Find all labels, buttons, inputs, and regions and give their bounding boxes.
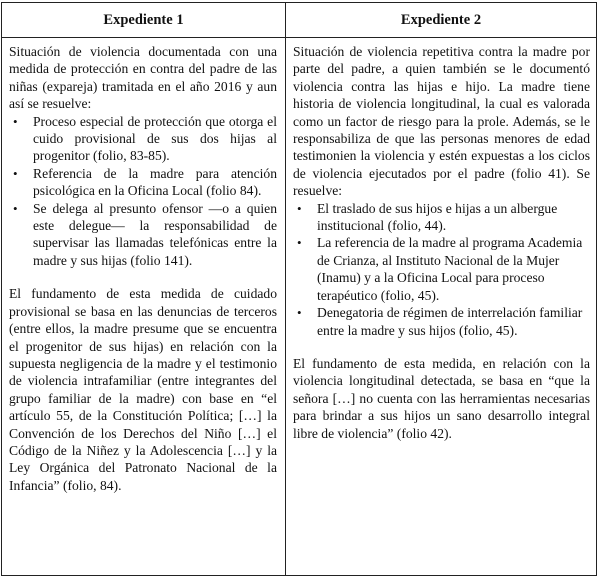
comparison-table (1, 2, 597, 576)
spacer (9, 269, 277, 285)
table-header-row (2, 3, 596, 38)
exp1-intro: Situación de violencia documentada con una medida de protección en contra del padre de las niñas (expareja) tramitada en el año 2016 y aun así se resuelve: (9, 44, 277, 112)
list-item (9, 165, 277, 200)
list-item (9, 113, 277, 165)
exp2-bullet-list (293, 200, 590, 339)
list-item-text: Denegatoria de régimen de interrelación familiar entre la madre y sus hijos (folio, 45). (317, 305, 583, 338)
header-expediente-1: Expediente 1 (103, 11, 184, 28)
spacer (293, 339, 590, 355)
list-item-text: La referencia de la madre al programa Academia de Crianza, al Instituto Nacional de la Mujer (Inamu) y a la Oficina Local para proceso terapéutico (folio, 45). (317, 235, 583, 303)
column-divider (285, 3, 286, 575)
exp2-intro: Situación de violencia repetitiva contra la madre por parte del padre, a quien también se le documentó violencia contra las hijas e hijo. La madre tiene historia de violencia longitudinal, la cual es valorada como un factor de riesgo para la prole. Además, se le responsabiliza de que las personas menores de edad testimonien la violencia y estén expuestas a los ciclos de violencia ejecutados por el padre (folio 41). Se resuelve: (293, 44, 590, 199)
bullet-icon: • (297, 235, 302, 251)
expediente-2-cell (293, 43, 590, 442)
list-item-text: Proceso especial de protección que otorga el cuido provisional de sus dos hijas al progenitor (folio, 83-85). (33, 113, 277, 164)
bullet-icon: • (13, 165, 18, 181)
list-item (9, 200, 277, 270)
list-item (293, 234, 590, 304)
exp2-closing: El fundamento de esta medida, en relación con la violencia longitudinal detectada, se basa en “que la señora […] no cuenta con las herramientas necesarias para brindar a sus hijos un sano desarrollo integral libre de violencia” (folio 42). (293, 355, 590, 441)
bullet-icon: • (297, 200, 302, 216)
bullet-icon: • (13, 200, 18, 216)
list-item (293, 304, 590, 339)
list-item-text: Referencia de la madre para atención psicológica en la Oficina Local (folio 84). (33, 165, 277, 199)
header-expediente-2: Expediente 2 (400, 11, 482, 28)
list-item-text: El traslado de sus hijos e hijas a un albergue institucional (folio, 44). (317, 200, 558, 234)
expediente-1-cell (9, 43, 277, 494)
list-item (293, 200, 590, 235)
exp1-closing: El fundamento de esta medida de cuidado provisional se basa en las denuncias de terceros (entre ellos, la madre presume que se encuentra el progenitor de sus hijas) en relación con la supuesta negligencia de la madre y el testimonio de violencia intrafamiliar (entre integrantes del grupo familiar de la madre) con base en “el artículo 55, de la Constitución Política; […] la Convención de los Derechos del Niño […] el Código de la Niñez y la Adolescencia […] y la Ley Orgánica del Patronato Nacional de la Infancia” (folio, 84). (9, 286, 277, 493)
bullet-icon: • (297, 305, 302, 321)
list-item-text: Se delega al presunto ofensor —o a quien este delegue— la responsabilidad de supervisar las llamadas telefónicas entre la madre y sus hijas (folio 141). (33, 200, 277, 268)
exp1-bullet-list (9, 113, 277, 270)
bullet-icon: • (13, 113, 18, 129)
